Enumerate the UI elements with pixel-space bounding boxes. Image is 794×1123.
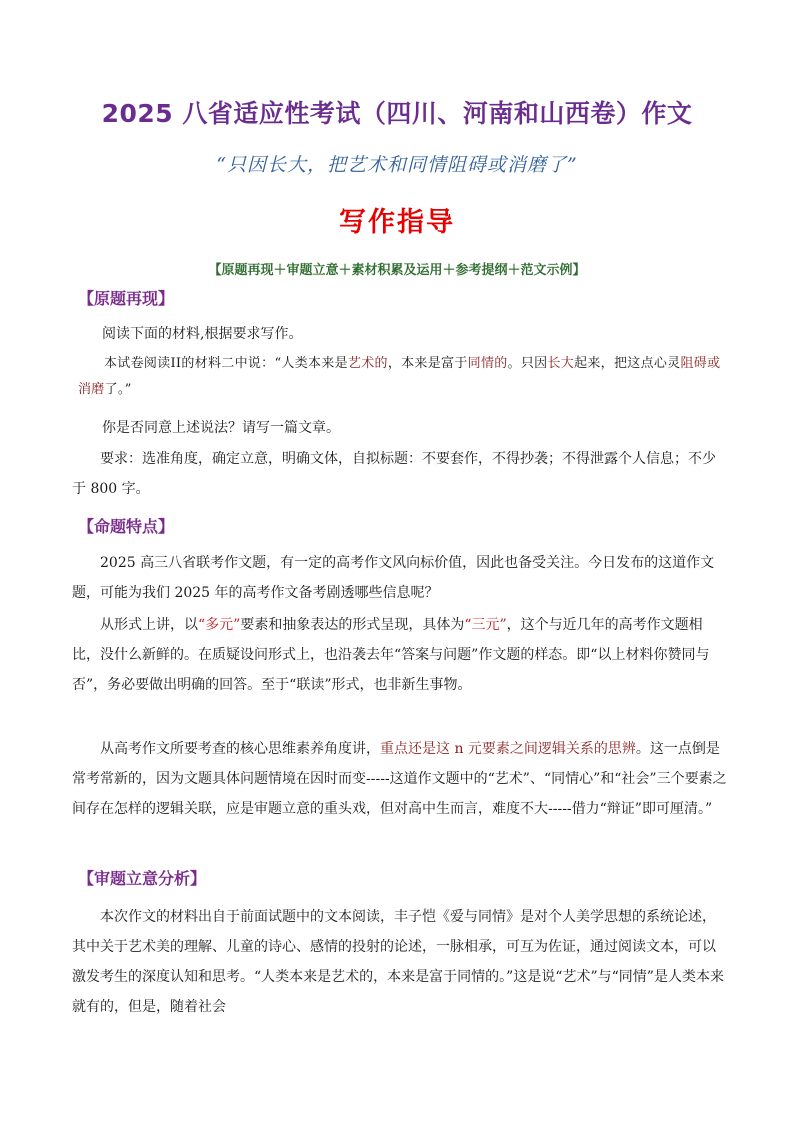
highlight-three: “三元” bbox=[464, 617, 507, 633]
section-heading-features: 【命题特点】 bbox=[78, 517, 175, 536]
highlight-multi: “多元” bbox=[198, 617, 241, 633]
highlight-logic: 重点还是这 n 元要素之间逻辑关系的思辨 bbox=[380, 741, 636, 757]
document-title: 2025 八省适应性考试（四川、河南和山西卷）作文 bbox=[101, 99, 693, 128]
contents-tagline: 【原题再现＋审题立意＋素材积累及运用＋参考提纲＋范文示例】 bbox=[208, 263, 586, 278]
features-paragraph-3: 从高考作文所要考查的核心思维素养角度讲，重点还是这 n 元要素之间逻辑关系的思辨。这一点倒是常考常新的，因为文题具体问题情境在因时而变-----这道作文题中的“艺术”、“同情心”和“社会”三个要素之间存在怎样的逻辑关联，应是审题立意的重头戏，但对高中生而言，难度不大-----借力“辩证”即可厘清。” bbox=[72, 741, 727, 817]
highlight-hinder: 阻碍或消磨 bbox=[78, 356, 721, 397]
document-subtitle: “只因长大，把艺术和同情阻碍或消磨了” bbox=[216, 154, 578, 176]
highlight-art: 艺术的 bbox=[347, 356, 388, 371]
highlight-grow-up: 长大 bbox=[547, 356, 575, 371]
analysis-paragraph-1: 本次作文的材料出自于前面试题中的文本阅读，丰子恺《爱与同情》是对个人美学思想的系统论述，其中关于艺术美的理解、儿童的诗心、感情的投射的论述，一脉相承，可互为佐证，通过阅读文本，可以激发考生的深度认知和思考。“人类本来是艺术的，本来是富于同情的。”这是说“艺术”与“同情”是人类本来就有的，但是，随着社会 bbox=[72, 909, 724, 1015]
features-paragraph-1: 2025 高三八省联考作文题，有一定的高考作文风向标价值，因此也备受关注。今日发布的这道作文题，可能为我们 2025 年的高考作文备考剧透哪些信息呢？ bbox=[72, 555, 715, 601]
question-text: 你是否同意上述说法？请写一篇文章。 bbox=[102, 420, 340, 436]
highlight-sympathy: 同情的 bbox=[467, 356, 508, 371]
section-heading-analysis: 【审题立意分析】 bbox=[78, 869, 207, 888]
intro-text: 阅读下面的材料,根据要求写作。 bbox=[102, 326, 303, 342]
writing-guide-heading: 写作指导 bbox=[339, 207, 455, 238]
requirement-text: 要求：选准角度，确定立意，明确文体，自拟标题：不要套作，不得抄袭；不得泄露个人信息；不少于 800 字。 bbox=[72, 451, 716, 497]
material-quote: 本试卷阅读II的材料二中说：“人类本来是艺术的，本来是富于同情的。只因长大起来，把这点心灵阻碍或消磨了。” bbox=[78, 356, 721, 397]
features-paragraph-2: 从形式上讲，以“多元”要素和抽象表达的形式呈现，具体为“三元”，这个与近几年的高考作文题相比，没什么新鲜的。在质疑设问形式上，也沿袭去年“答案与问题”作文题的样态。即“以上材料你赞同与否”，务必要做出明确的回答。至于“联读”形式，也非新生事物。 bbox=[72, 617, 710, 693]
section-heading-original-question: 【原题再现】 bbox=[78, 289, 175, 308]
